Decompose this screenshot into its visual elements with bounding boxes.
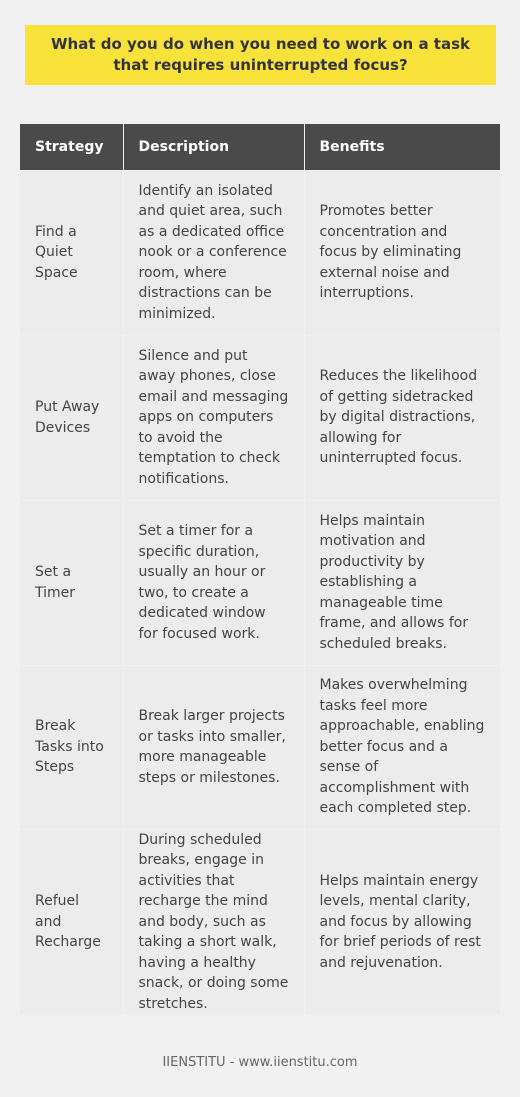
description-cell: Identify an isolated and quiet area, such as a dedicated office nook or a conference room, where distractions can be minimized. (123, 170, 304, 335)
footer-credit: IIENSTITU - www.iienstitu.com (162, 1055, 358, 1070)
description-cell: Set a timer for a specific duration, usually an hour or two, to create a dedicated window for focused work. (123, 500, 304, 665)
header-benefits: Benefits (304, 124, 500, 170)
strategy-cell: Find a Quiet Space (20, 170, 123, 335)
description-cell: During scheduled breaks, engage in activities that recharge the mind and body, such as taking a short walk, having a healthy snack, or doing some stretches. (123, 829, 304, 1014)
strategy-table-container (20, 124, 500, 1014)
description-cell: Break larger projects or tasks into smaller, more manageable steps or milestones. (123, 665, 304, 829)
benefits-cell: Makes overwhelming tasks feel more approachable, enabling better focus and a sense of accomplishment with each completed step. (304, 665, 500, 829)
table-row (20, 170, 500, 335)
benefits-cell: Helps maintain motivation and productivity by establishing a manageable time frame, and allows for scheduled breaks. (304, 500, 500, 665)
strategy-cell: Set a Timer (20, 500, 123, 665)
table-row (20, 335, 500, 500)
strategy-table (20, 124, 500, 1014)
table-row (20, 665, 500, 829)
title-banner (25, 25, 496, 85)
table-header-row (20, 124, 500, 170)
benefits-cell: Promotes better concentration and focus by eliminating external noise and interruptions. (304, 170, 500, 335)
header-strategy: Strategy (20, 124, 123, 170)
header-description: Description (123, 124, 304, 170)
table-row (20, 829, 500, 1014)
benefits-cell: Helps maintain energy levels, mental clarity, and focus by allowing for brief periods of rest and rejuvenation. (304, 829, 500, 1014)
table-row (20, 500, 500, 665)
strategy-cell: Refuel and Recharge (20, 829, 123, 1014)
strategy-cell: Break Tasks into Steps (20, 665, 123, 829)
benefits-cell: Reduces the likelihood of getting sidetracked by digital distractions, allowing for uninterrupted focus. (304, 335, 500, 500)
description-cell: Silence and put away phones, close email and messaging apps on computers to avoid the temptation to check notifications. (123, 335, 304, 500)
strategy-cell: Put Away Devices (20, 335, 123, 500)
page-title: What do you do when you need to work on a task that requires uninterrupted focus? (50, 35, 471, 74)
